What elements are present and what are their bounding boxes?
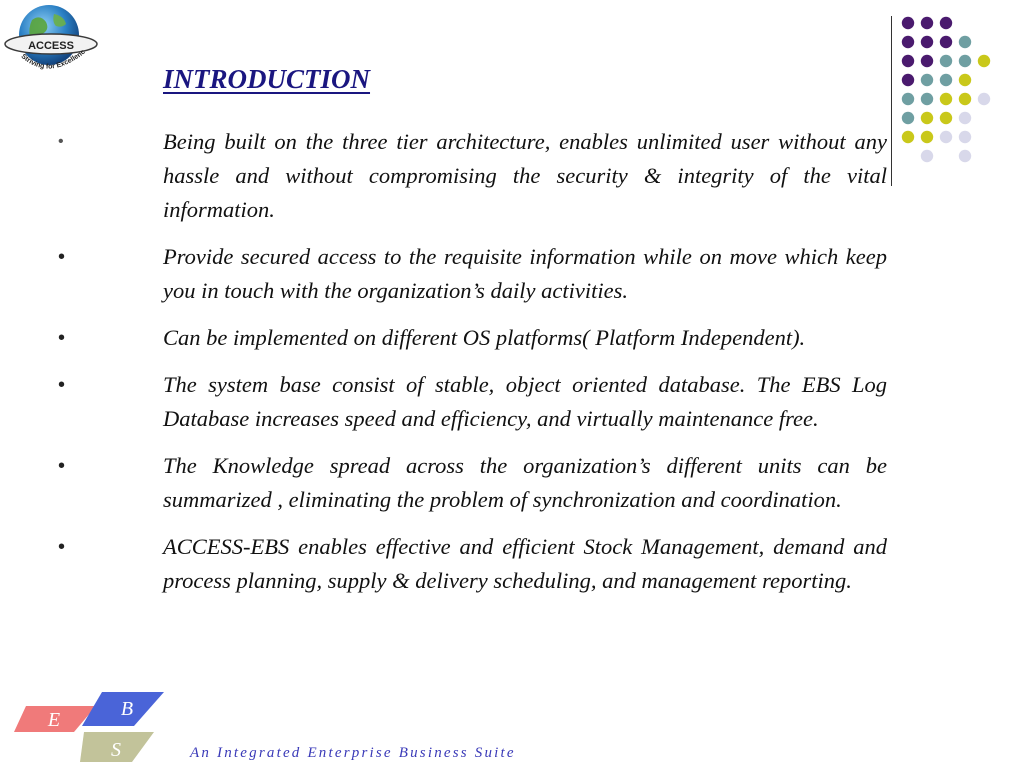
dot — [940, 55, 952, 67]
ebs-letter-b: B — [120, 698, 134, 720]
dot — [902, 36, 914, 48]
dot — [921, 93, 933, 105]
logo-name: ACCESS — [28, 40, 74, 52]
dot — [940, 112, 952, 124]
bullet-text: The Knowledge spread across the organization’s different units can be summarized , eliminating the problem of synchronization and coordination. — [163, 453, 887, 512]
dot — [940, 74, 952, 86]
dot — [921, 112, 933, 124]
bullet-list — [0, 125, 1024, 611]
dot — [978, 93, 990, 105]
page-title: INTRODUCTION — [163, 64, 371, 94]
list-item — [0, 240, 1024, 308]
ebs-letter-s: S — [111, 739, 121, 761]
bullet-text: ACCESS-EBS enables effective and efficient Stock Management, demand and process planning, supply & delivery scheduling, and management reporting. — [163, 534, 887, 593]
dot — [978, 55, 990, 67]
tagline: An Integrated Enterprise Business Suite — [190, 745, 516, 761]
dot — [902, 112, 914, 124]
dot — [959, 36, 971, 48]
dot-row — [902, 112, 971, 124]
dot — [921, 55, 933, 67]
bullet-text: Being built on the three tier architecture, enables unlimited user without any hassle and without compromising the security & integrity of the vital information. — [163, 129, 887, 222]
dot — [959, 112, 971, 124]
dot — [921, 17, 933, 29]
dot — [959, 74, 971, 86]
bullet-icon: • — [58, 374, 66, 396]
dot — [959, 55, 971, 67]
dot — [902, 55, 914, 67]
list-item — [0, 449, 1024, 517]
dot-row — [902, 74, 971, 86]
ebs-letter-e: E — [47, 709, 61, 731]
ebs-logo — [10, 688, 180, 766]
dot — [902, 74, 914, 86]
bullet-icon: • — [58, 327, 66, 349]
bullet-text: Can be implemented on different OS platforms( Platform Independent). — [163, 325, 806, 350]
dot — [940, 17, 952, 29]
dot — [921, 36, 933, 48]
list-item — [0, 530, 1024, 598]
dot-row — [902, 93, 990, 105]
dot-row — [902, 17, 952, 29]
dot — [940, 93, 952, 105]
dot — [940, 36, 952, 48]
dot — [959, 93, 971, 105]
dot — [902, 17, 914, 29]
list-item — [0, 368, 1024, 436]
list-item — [0, 321, 1024, 355]
access-globe-logo — [2, 2, 100, 88]
dot-row — [902, 36, 971, 48]
bullet-icon: • — [58, 536, 66, 558]
bullet-text: Provide secured access to the requisite information while on move which keep you in touch with the organization’s daily activities. — [163, 244, 887, 303]
dot — [921, 74, 933, 86]
logo-slogan: Striving for Excellenc — [19, 48, 87, 71]
dot — [902, 93, 914, 105]
list-item — [0, 125, 1024, 227]
bullet-icon: • — [58, 455, 66, 477]
dot-row — [902, 55, 990, 67]
bullet-icon: • — [58, 246, 66, 268]
bullet-icon: • — [58, 133, 64, 150]
bullet-text: The system base consist of stable, object oriented database. The EBS Log Database increases speed and efficiency, and virtually maintenance free. — [163, 372, 887, 431]
